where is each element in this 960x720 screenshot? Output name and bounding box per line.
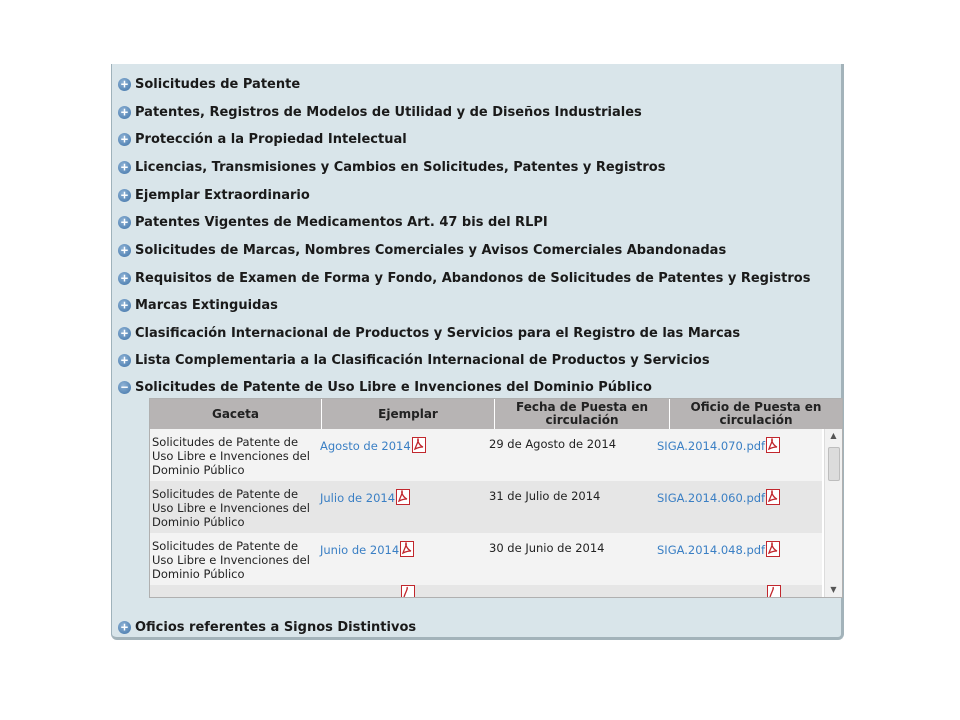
accordion-item-label: Solicitudes de Marcas, Nombres Comerciales y Avisos Comerciales Abandonadas xyxy=(135,242,727,258)
plus-circle-icon: + xyxy=(118,354,131,367)
table-header xyxy=(150,399,842,429)
fecha-cell: 29 de Agosto de 2014 xyxy=(489,437,617,451)
accordion-item-clasificacion-internacional[interactable] xyxy=(118,323,740,343)
accordion-item-label: Solicitudes de Patente xyxy=(135,76,301,92)
minus-circle-icon: − xyxy=(118,381,131,394)
plus-circle-icon: + xyxy=(118,299,131,312)
scroll-down-icon[interactable]: ▼ xyxy=(830,585,837,594)
accordion-panel xyxy=(111,64,844,640)
pdf-icon[interactable] xyxy=(401,585,415,598)
plus-circle-icon: + xyxy=(118,78,131,91)
gaceta-cell: Solicitudes de Patente de Uso Libre e Invenciones del Dominio Público xyxy=(152,539,310,581)
pdf-icon[interactable] xyxy=(400,541,414,557)
pdf-icon[interactable] xyxy=(412,437,426,453)
accordion-item-oficios-signos[interactable] xyxy=(118,617,416,637)
fecha-cell: 30 de Junio de 2014 xyxy=(489,541,605,555)
plus-circle-icon: + xyxy=(118,161,131,174)
plus-circle-icon: + xyxy=(118,272,131,285)
scroll-thumb[interactable] xyxy=(828,447,840,481)
ejemplar-link[interactable]: Julio de 2014 xyxy=(320,491,396,505)
column-header-ejemplar: Ejemplar xyxy=(322,399,495,429)
accordion-item-patentes-vigentes[interactable] xyxy=(118,212,548,232)
oficio-link[interactable]: SIGA.2014.060.pdf xyxy=(657,491,766,505)
accordion-item-label: Licencias, Transmisiones y Cambios en Solicitudes, Patentes y Registros xyxy=(135,159,666,175)
accordion-item-uso-libre[interactable] xyxy=(118,377,652,397)
ejemplar-cell xyxy=(320,489,410,505)
accordion-item-ejemplar-extraordinario[interactable] xyxy=(118,185,310,205)
accordion-item-label: Protección a la Propiedad Intelectual xyxy=(135,131,407,147)
table-row xyxy=(150,481,822,533)
accordion-item-label: Clasificación Internacional de Productos y Servicios para el Registro de las Marcas xyxy=(135,325,741,341)
ejemplar-cell xyxy=(320,437,426,453)
oficio-link[interactable]: SIGA.2014.048.pdf xyxy=(657,543,766,557)
scroll-up-icon[interactable]: ▲ xyxy=(830,431,837,440)
table-row-partial xyxy=(150,585,822,598)
pdf-icon[interactable] xyxy=(767,585,781,598)
accordion-item-lista-complementaria[interactable] xyxy=(118,350,710,370)
plus-circle-icon: + xyxy=(118,244,131,257)
accordion-item-marcas-abandonadas[interactable] xyxy=(118,240,726,260)
plus-circle-icon: + xyxy=(118,133,131,146)
accordion-item-label: Patentes Vigentes de Medicamentos Art. 47 bis del RLPI xyxy=(135,214,548,230)
gacetas-table xyxy=(149,398,843,598)
plus-circle-icon: + xyxy=(118,621,131,634)
accordion-item-label: Ejemplar Extraordinario xyxy=(135,187,310,203)
accordion-item-proteccion[interactable] xyxy=(118,129,407,149)
ejemplar-link[interactable]: Agosto de 2014 xyxy=(320,439,411,453)
pdf-icon[interactable] xyxy=(766,541,780,557)
fecha-cell: 31 de Julio de 2014 xyxy=(489,489,601,503)
accordion-item-licencias[interactable] xyxy=(118,157,665,177)
plus-circle-icon: + xyxy=(118,216,131,229)
column-header-fecha: Fecha de Puesta en circulación xyxy=(495,399,670,429)
ejemplar-cell xyxy=(320,541,414,557)
accordion-item-requisitos-examen[interactable] xyxy=(118,268,810,288)
column-header-oficio: Oficio de Puesta en circulación xyxy=(690,400,822,427)
pdf-icon[interactable] xyxy=(766,437,780,453)
gaceta-cell: Solicitudes de Patente de Uso Libre e Invenciones del Dominio Público xyxy=(152,487,310,529)
accordion-item-marcas-extinguidas[interactable] xyxy=(118,295,278,315)
accordion-item-label: Marcas Extinguidas xyxy=(135,297,278,313)
table-scrollbar[interactable] xyxy=(824,429,842,597)
pdf-icon[interactable] xyxy=(396,489,410,505)
ejemplar-link[interactable]: Junio de 2014 xyxy=(320,543,400,557)
gaceta-cell: Solicitudes de Patente de Uso Libre e Invenciones del Dominio Público xyxy=(152,435,310,477)
plus-circle-icon: + xyxy=(118,327,131,340)
accordion-item-label: Oficios referentes a Signos Distintivos xyxy=(135,619,417,635)
column-header-gaceta: Gaceta xyxy=(150,399,322,429)
accordion-item-label: Requisitos de Examen de Forma y Fondo, Abandonos de Solicitudes de Patentes y Registros xyxy=(135,270,811,286)
accordion-item-label: Patentes, Registros de Modelos de Utilidad y de Diseños Industriales xyxy=(135,104,642,120)
pdf-icon[interactable] xyxy=(766,489,780,505)
oficio-link[interactable]: SIGA.2014.070.pdf xyxy=(657,439,766,453)
plus-circle-icon: + xyxy=(118,106,131,119)
oficio-cell xyxy=(657,437,780,453)
table-row xyxy=(150,533,822,585)
accordion-item-label: Solicitudes de Patente de Uso Libre e Invenciones del Dominio Público xyxy=(135,379,652,395)
plus-circle-icon: + xyxy=(118,189,131,202)
accordion-item-patentes-registros[interactable] xyxy=(118,102,642,122)
accordion-item-label: Lista Complementaria a la Clasificación Internacional de Productos y Servicios xyxy=(135,352,710,368)
table-row xyxy=(150,429,822,481)
accordion-item-solicitudes-patente[interactable] xyxy=(118,74,300,94)
oficio-cell xyxy=(657,541,780,557)
oficio-cell xyxy=(657,489,780,505)
